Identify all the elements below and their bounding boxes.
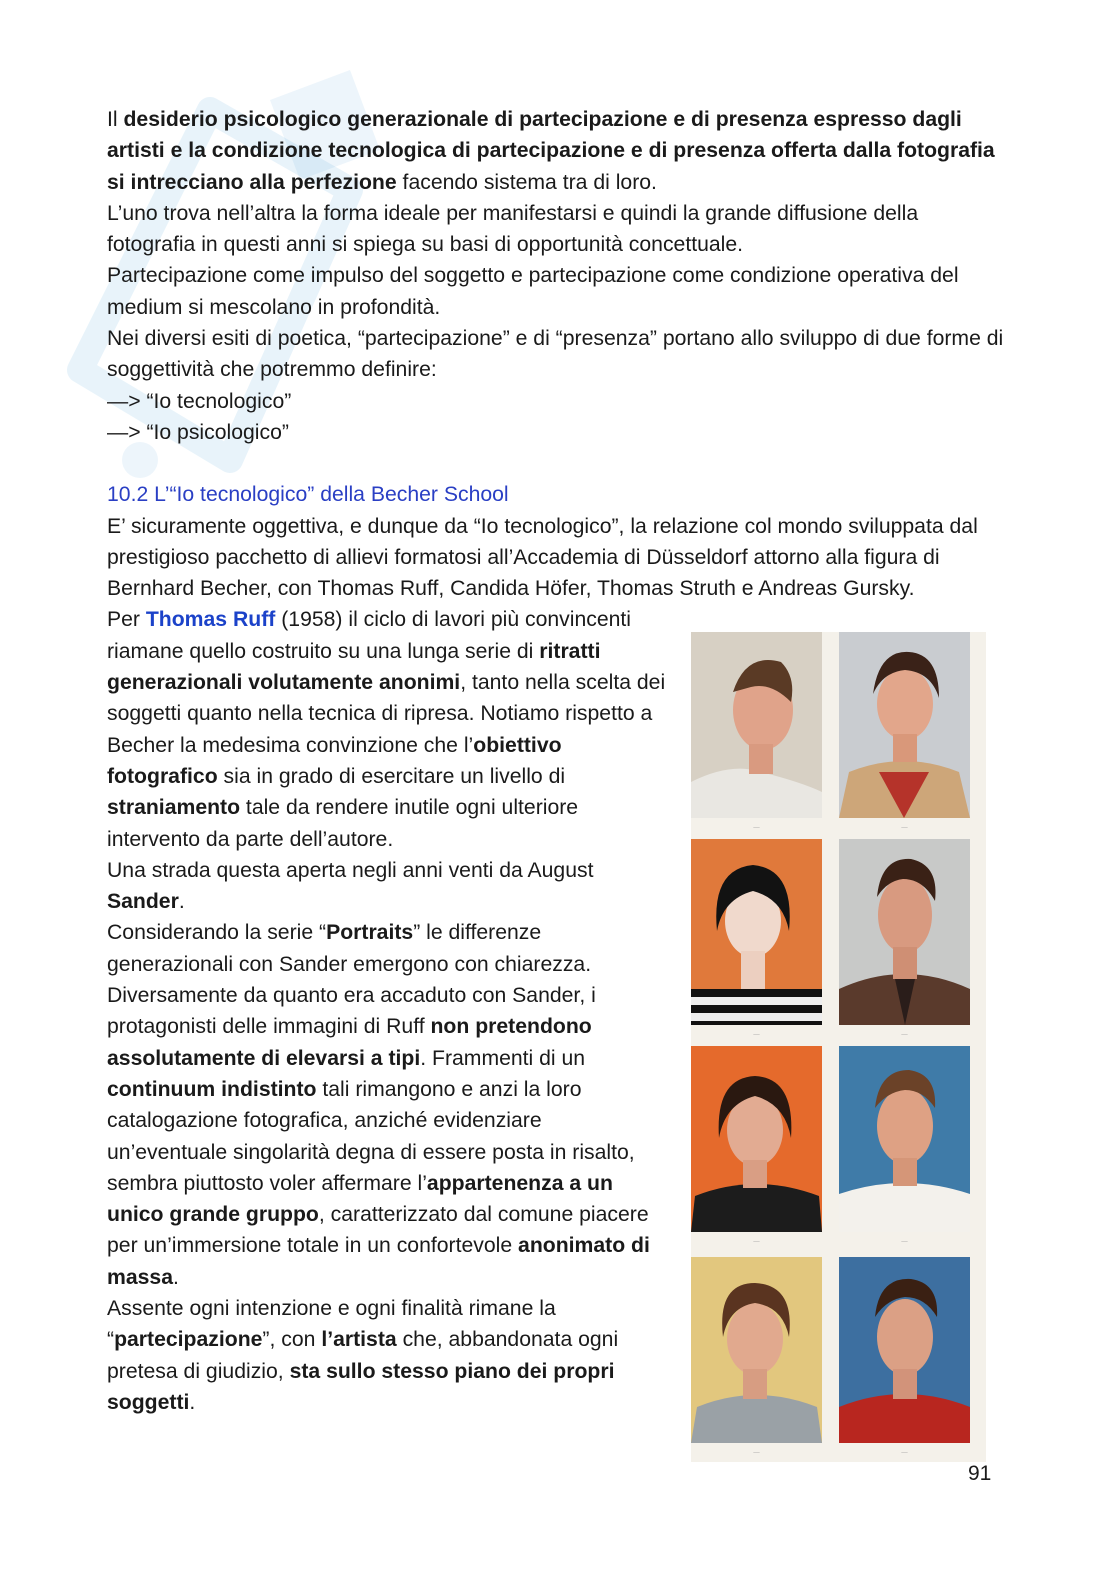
section-heading: 10.2 L’“Io tecnologico” della Becher School [107,483,509,507]
portrait-4 [839,839,970,1025]
portrait-caption: — [753,1030,760,1038]
page-number: 91 [968,1462,992,1485]
list-item-io-psicologico: —> “Io psicologico” [107,420,289,444]
portrait-1 [691,632,822,818]
portrait-caption: — [753,1448,760,1456]
portrait-2 [839,632,970,818]
portrait-caption: — [901,823,908,831]
portrait-5 [691,1046,822,1232]
portrait-8 [839,1257,970,1443]
thomas-ruff-link[interactable]: Thomas Ruff [145,608,276,632]
intro-paragraph-4: Nei diversi esiti di poetica, “partecipazione” e di “presenza” portano allo sviluppo di due forme di soggettività che potremmo definire: [107,327,1004,382]
portrait-7 [691,1257,822,1443]
intro-paragraph-2: L’uno trova nell’altra la forma ideale per manifestarsi e quindi la grande diffusione della fotografia in questi anni si spiega su basi di opportunità concettuale. [107,201,919,257]
ruff-portraits-image [691,632,986,1462]
sander-paragraph: Una strada questa aperta negli anni venti da August Sander. [107,858,594,914]
portrait-3 [691,839,822,1025]
list-item-io-tecnologico: —> “Io tecnologico” [107,389,292,413]
portrait-6 [839,1046,970,1232]
intro-paragraph-3: Partecipazione come impulso del soggetto e partecipazione come condizione operativa del medium si mescolano in profondità. [107,264,959,319]
bold-text: desiderio psicologico generazionale di partecipazione e di presenza espresso dagli artisti e la condizione tecnologica di partecipazione e di presenza offerta dalla fotografia si intrecciano alla perfezione [107,108,995,194]
portrait-caption: — [753,823,760,831]
section-paragraph-1: E’ sicuramente oggettiva, e dunque da “Io tecnologico”, la relazione col mondo sviluppata dal prestigioso pacchetto di allievi formatosi all’Accademia di Düsseldorf attorno alla figura di Bernhard Becher, con Thomas Ruff, Candida Höfer, Thomas Struth e Andreas Gursky. [107,514,978,601]
portrait-caption: — [901,1030,908,1038]
portrait-caption: — [753,1237,760,1245]
portrait-caption: — [901,1448,908,1456]
intro-paragraph-1: Il desiderio psicologico generazionale di partecipazione e di presenza espresso dagli artisti e la condizione tecnologica di partecipazione e di presenza offerta dalla fotografia si intrecciano alla perfezione facendo sistema tra di loro. [107,108,995,194]
closing-paragraph: Assente ogni intenzione e ogni finalità rimane la “partecipazione”, con l’artista che, abbandonata ogni pretesa di giudizio, sta sullo stesso piano dei propri soggetti. [107,1296,619,1414]
portrait-caption: — [901,1237,908,1245]
portraits-paragraph: Considerando la serie “Portraits” le differenze generazionali con Sander emergono con chiarezza. Diversamente da quanto era accaduto con Sander, i protagonisti delle immagini di Ruff non pretendono assolutamente di elevarsi a tipi. Frammenti di un continuum indistinto tali rimangono e anzi la loro catalogazione fotografica, anziché evidenziare un’eventuale singolarità degna di essere posta in risalto, sembra piuttosto voler affermare l’appartenenza a un unico grande gruppo, caratterizzato dal comune piacere per un’immersione totale in un confortevole anonimato di massa. [107,921,650,1289]
ruff-paragraph: Per Thomas Ruff (1958) il ciclo di lavori più convincenti riamane quello costruito su una lunga serie di ritratti generazionali volutamente anonimi, tanto nella scelta dei soggetti quanto nella tecnica di ripresa. Notiamo rispetto a Becher la medesima convinzione che l’obiettivo fotografico sia in grado di esercitare un livello di straniamento tale da rendere inutile ogni ulteriore intervento da parte dell’autore. [107,608,666,851]
